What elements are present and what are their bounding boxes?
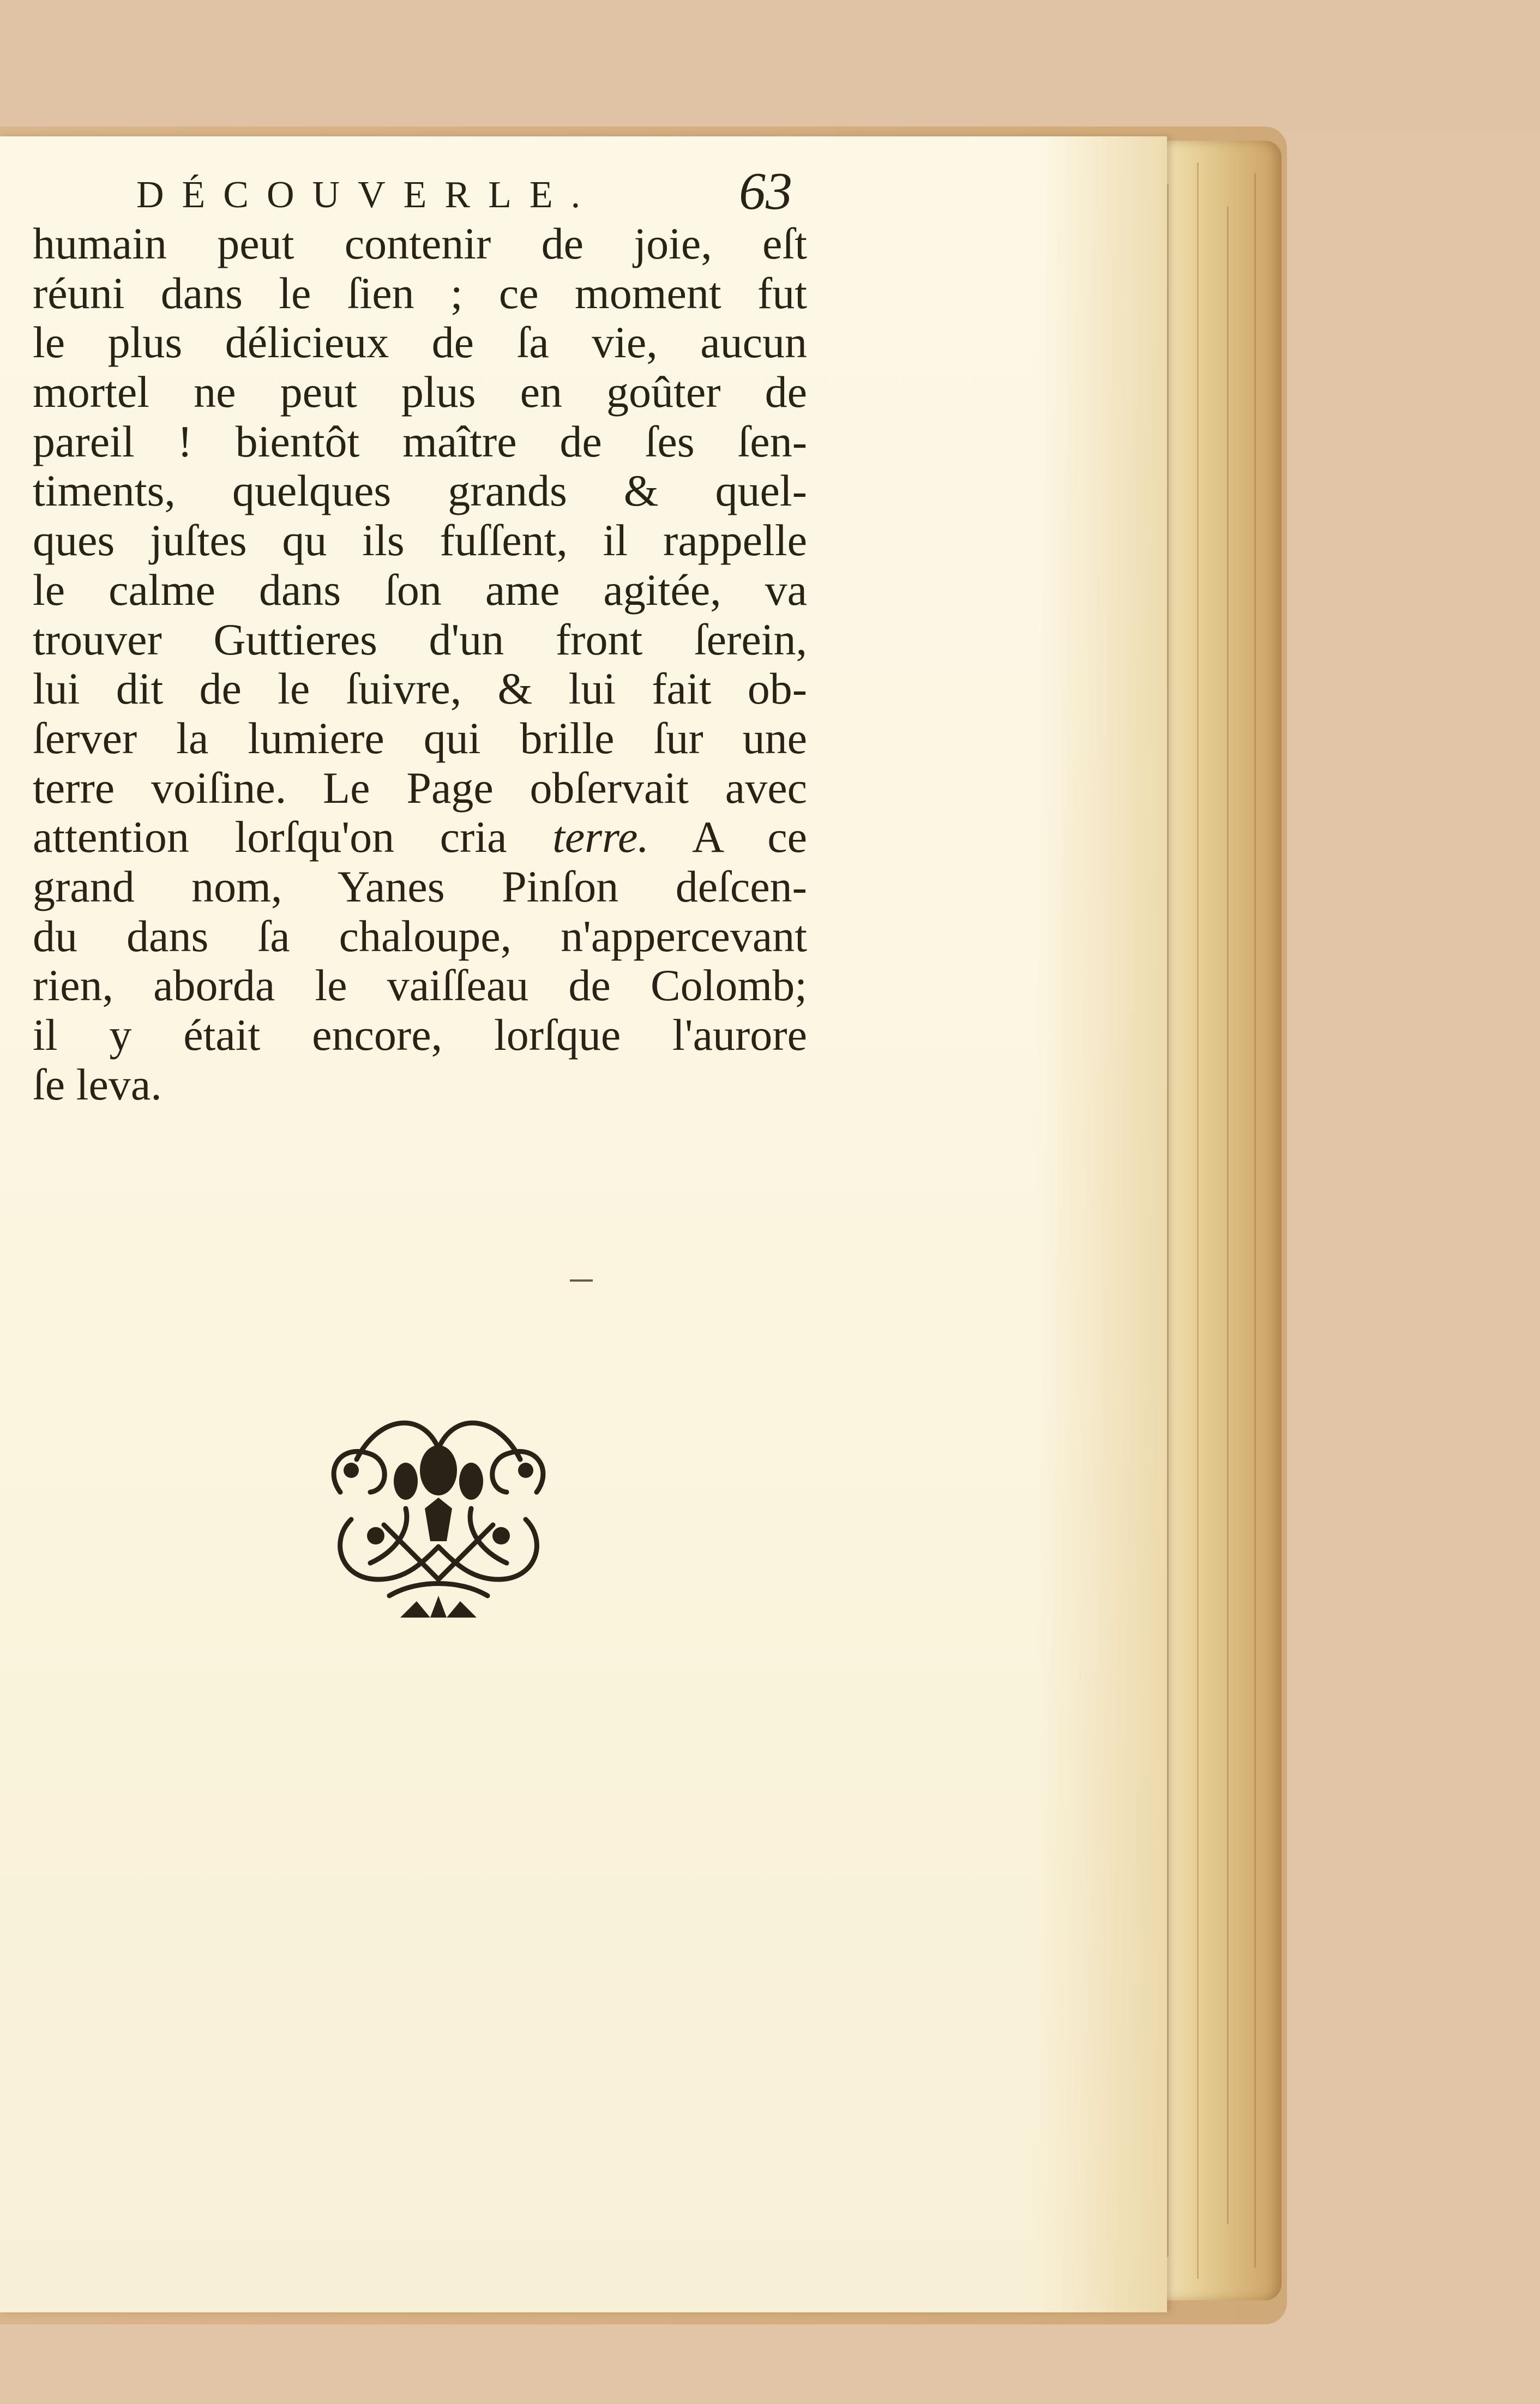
text-line: pareil ! bientôt maître de ſes ſen- [33, 417, 807, 466]
text-line: ques juſtes qu ils fuſſent, il rappelle [33, 516, 807, 566]
text-line: rien, aborda le vaiſſeau de Colomb; [33, 961, 807, 1011]
printers-ornament-icon [318, 1399, 558, 1656]
page-number: 63 [739, 162, 792, 221]
text-run: attention lorſqu'on cria [33, 813, 553, 862]
edge-line [1197, 163, 1199, 2279]
text-line: timents, quelques grands & quel- [33, 466, 807, 516]
text-line: il y était encore, lorſque l'aurore [33, 1011, 807, 1060]
text-line: terre voiſine. Le Page obſervait avec [33, 763, 807, 813]
text-run: A ce [648, 813, 807, 862]
text-line: réuni dans le ſien ; ce moment fut [33, 268, 807, 318]
body-text [33, 219, 807, 1109]
edge-line [1167, 184, 1169, 2257]
text-line: grand nom, Yanes Pinſon deſcen- [33, 862, 807, 911]
text-line: le plus délicieux de ſa vie, aucun [33, 318, 807, 368]
text-line: ſerver la lumiere qui brille ſur une [33, 713, 807, 763]
page-foxing [1036, 136, 1167, 2312]
background-band [0, 0, 1540, 131]
text-line: le calme dans ſon ame agitée, va [33, 565, 807, 615]
end-rule [570, 1279, 593, 1282]
text-line: lui dit de le ſuivre, & lui fait ob- [33, 664, 807, 714]
text-line: trouver Guttieres d'un front ſerein, [33, 615, 807, 664]
text-line: humain peut contenir de joie, eſt [33, 219, 807, 268]
running-head: DÉCOUVERLE. [136, 174, 599, 216]
edge-line [1227, 206, 1229, 2224]
text-line: mortel ne peut plus en goûter de [33, 368, 807, 417]
italic-word: terre. [552, 813, 649, 862]
text-line: ſe leva. [33, 1060, 162, 1109]
text-line [33, 813, 807, 862]
text-line: du dans ſa chaloupe, n'appercevant [33, 911, 807, 961]
edge-line [1254, 173, 1256, 2268]
